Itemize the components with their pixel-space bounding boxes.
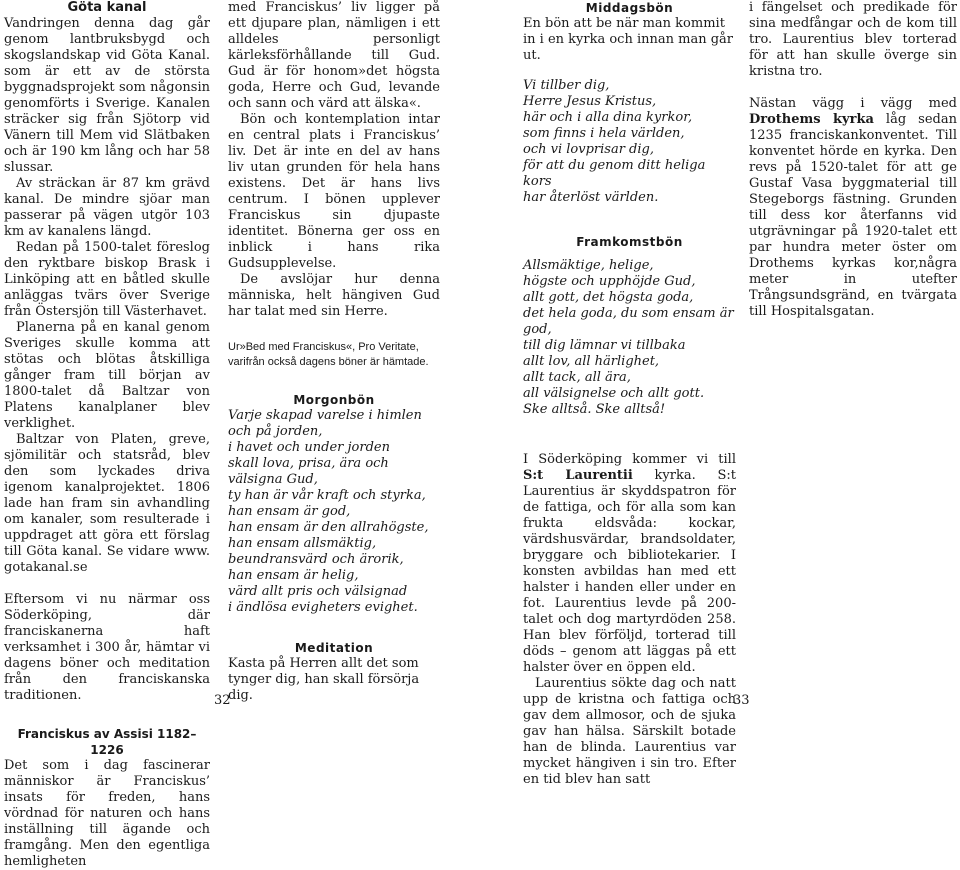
- paragraph: i fängelset och predikade för sina medfångar och de kom till tro. Laurentius blev torterad för att han skulle överge sin kristna tro.: [749, 0, 957, 79]
- prayer-line: all välsignelse och allt gott.: [523, 386, 705, 401]
- heading-franciskus: Franciskus av Assisi 1182–1226: [17, 727, 197, 757]
- paragraph: Eftersom vi nu närmar oss Söderköping, där franciskanerna haft verksamhet i 300 år, hämtar vi dagens böner och meditation från den franciskanska traditionen.: [4, 592, 210, 703]
- prayer-line: Ske alltså. Ske alltså!: [523, 402, 666, 417]
- column-3: [523, 0, 736, 788]
- paragraph: Vandringen denna dag går genom lantbruksbygd och skogslandskap vid Göta Kanal. som är ett av de största byggnadsprojekt som någonsin genomförts i Sverige. Kanalen sträcker sig från Sjötorp vid Vänern till Mem vid Slätbaken och är 190 km lång och har 58 slussar.: [4, 16, 210, 175]
- text: I Söderköping kommer vi till: [523, 452, 736, 467]
- paragraph: med Franciskus’ liv ligger på ett djupare plan, nämligen i ett alldeles personligt kärleksförhållande till Gud. Gud är för honom»det högsta goda, Herre och Gud, levande och sann och värd att älska«.: [228, 0, 440, 111]
- paragraph: Bön och kontemplation intar en central plats i Franciskus’ liv. Det är inte en del av hans liv utan grunden för hela hans existens. Det är hans livs centrum. I bönen upplever Franciskus sin djupaste identitet. Bönerna ger oss en inblick i hans rika Gudsupplevelse.: [228, 112, 440, 271]
- prayer-line: för att du genom ditt heliga kors: [523, 158, 706, 189]
- prayer-line: ty han är vår kraft och styrka,: [228, 488, 426, 503]
- paragraph: Det som i dag fascinerar människor är Franciskus’ insats för freden, hans vördnad för naturen och hans inställning till ägande och framgång. Men den egentliga hemligheten: [4, 758, 210, 869]
- prayer-line: han ensam allsmäktig,: [228, 536, 377, 551]
- paragraph: Baltzar von Platen, greve, sjömilitär och statsråd, blev den som lyckades driva igenom kanalprojektet. 1806 lade han fram sin avhandling om kanaler, som resulterade i uppdraget att göra ett förslag till Göta kanal. Se vidare www. gotakanal.se: [4, 432, 210, 575]
- prayer-line: i havet och under jorden: [228, 440, 390, 455]
- heading-framkomstbon: Framkomstbön: [576, 235, 683, 249]
- framkomstbon-prayer: [523, 258, 736, 418]
- prayer-line: och vi lovprisar dig,: [523, 142, 654, 157]
- paragraph: [523, 452, 736, 676]
- prayer-line: i ändlösa evigheters evighet.: [228, 600, 418, 615]
- prayer-line: till dig lämnar vi tillbaka: [523, 338, 686, 353]
- prayer-line: Varje skapad varelse i himlen och på jorden,: [228, 408, 422, 439]
- prayer-line: Allsmäktige, helige,: [523, 258, 654, 273]
- prayer-line: här och i alla dina kyrkor,: [523, 110, 693, 125]
- page-number-right: 33: [733, 693, 750, 708]
- prayer-line: högste och upphöjde Gud,: [523, 274, 696, 289]
- heading-morgonbon: Morgonbön: [293, 393, 375, 407]
- prayer-line: som finns i hela världen,: [523, 126, 685, 141]
- source-note: Ur»Bed med Franciskus«, Pro Veritate, varifrån också dagens böner är hämtade.: [228, 341, 429, 368]
- paragraph: En bön att be när man kommit in i en kyrka och innan man går ut.: [523, 16, 733, 63]
- paragraph: Kasta på Herren allt det som tynger dig, han skall försörja dig.: [228, 656, 420, 703]
- heading-meditation: Meditation: [294, 641, 374, 655]
- prayer-line: han ensam är god,: [228, 504, 351, 519]
- morgonbon-prayer: [228, 408, 440, 616]
- heading-gota-kanal: Göta kanal: [67, 0, 147, 15]
- paragraph: Av sträckan är 87 km grävd kanal. De mindre sjöar man passerar på vägen utgör 103 km av kanalens längd.: [4, 176, 210, 239]
- church-name: S:t Laurentii: [523, 468, 633, 483]
- middagsbon-prayer: [523, 78, 736, 206]
- paragraph: Redan på 1500-talet föreslog den ryktbare biskop Brask i Linköping att en båtled skulle anläggas tvärs över Sverige från Östersjön till Västerhavet.: [4, 240, 210, 319]
- prayer-line: allt tack, all ära,: [523, 370, 631, 385]
- paragraph: De avslöjar hur denna människa, helt hängiven Gud har talat med sin Herre.: [228, 272, 440, 319]
- text: kyrka. S:t Laurentius är skyddspatron för de fattiga, och för alla som kan frukta eldsvåda: kockar, värdshusvärdar, brandsoldater, bryggare och bibliotekarier. I konsten avbildas han med ett halster i handen eller under en fot. Laurentius levde på 200-talet och dog martyrdöden 258. Han blev förföljd, torterad till döds – genom att läggas på ett halster över en öppen eld.: [523, 468, 736, 675]
- prayer-line: värd allt pris och välsignad: [228, 584, 408, 599]
- text: Nästan vägg i vägg med: [749, 96, 957, 111]
- heading-middagsbon: Middagsbön: [585, 1, 674, 15]
- prayer-line: har återlöst världen.: [523, 190, 659, 205]
- prayer-line: han ensam är helig,: [228, 568, 359, 583]
- column-2: [228, 0, 440, 704]
- text: låg sedan 1235 franciskankonventet. Till konventet hörde en kyrka. Den revs på 1520-talet för att ge Gustaf Vasa byggmaterial till Stegeborgs fästning. Grunden till dess kor återfanns vid utgrävningar på 1920-talet ett par hundra meter öster om Drothems kyrkas kor,några meter in utefter Trångsundsgränd, en tvärgata till Hospitalsgatan.: [749, 112, 957, 319]
- page-number-left: 32: [214, 693, 231, 708]
- prayer-line: Vi tillber dig,: [523, 78, 610, 93]
- prayer-line: han ensam är den allrahögste,: [228, 520, 429, 535]
- column-4: [749, 0, 957, 320]
- prayer-line: allt gott, det högsta goda,: [523, 290, 694, 305]
- prayer-line: allt lov, all härlighet,: [523, 354, 660, 369]
- prayer-line: det hela goda, du som ensam är god,: [523, 306, 734, 337]
- paragraph: [749, 96, 957, 320]
- paragraph: Planerna på en kanal genom Sveriges skulle komma att stötas och blötas åtskilliga gånger fram till början av 1800-talet då Baltzar von Platens kanalplaner blev verklighet.: [4, 320, 210, 431]
- prayer-line: beundransvärd och ärorik,: [228, 552, 404, 567]
- prayer-line: Herre Jesus Kristus,: [523, 94, 657, 109]
- paragraph: Laurentius sökte dag och natt upp de kristna och fattiga och gav dem allmosor, och de sjuka gav han hälsa. Särskilt botade han de blinda. Laurentius var mycket hängiven i sin tro. Efter en tid blev han satt: [523, 676, 736, 787]
- column-1: [4, 0, 210, 870]
- church-name: Drothems kyrka: [749, 112, 874, 127]
- prayer-line: skall lova, prisa, ära och välsigna Gud,: [228, 456, 389, 487]
